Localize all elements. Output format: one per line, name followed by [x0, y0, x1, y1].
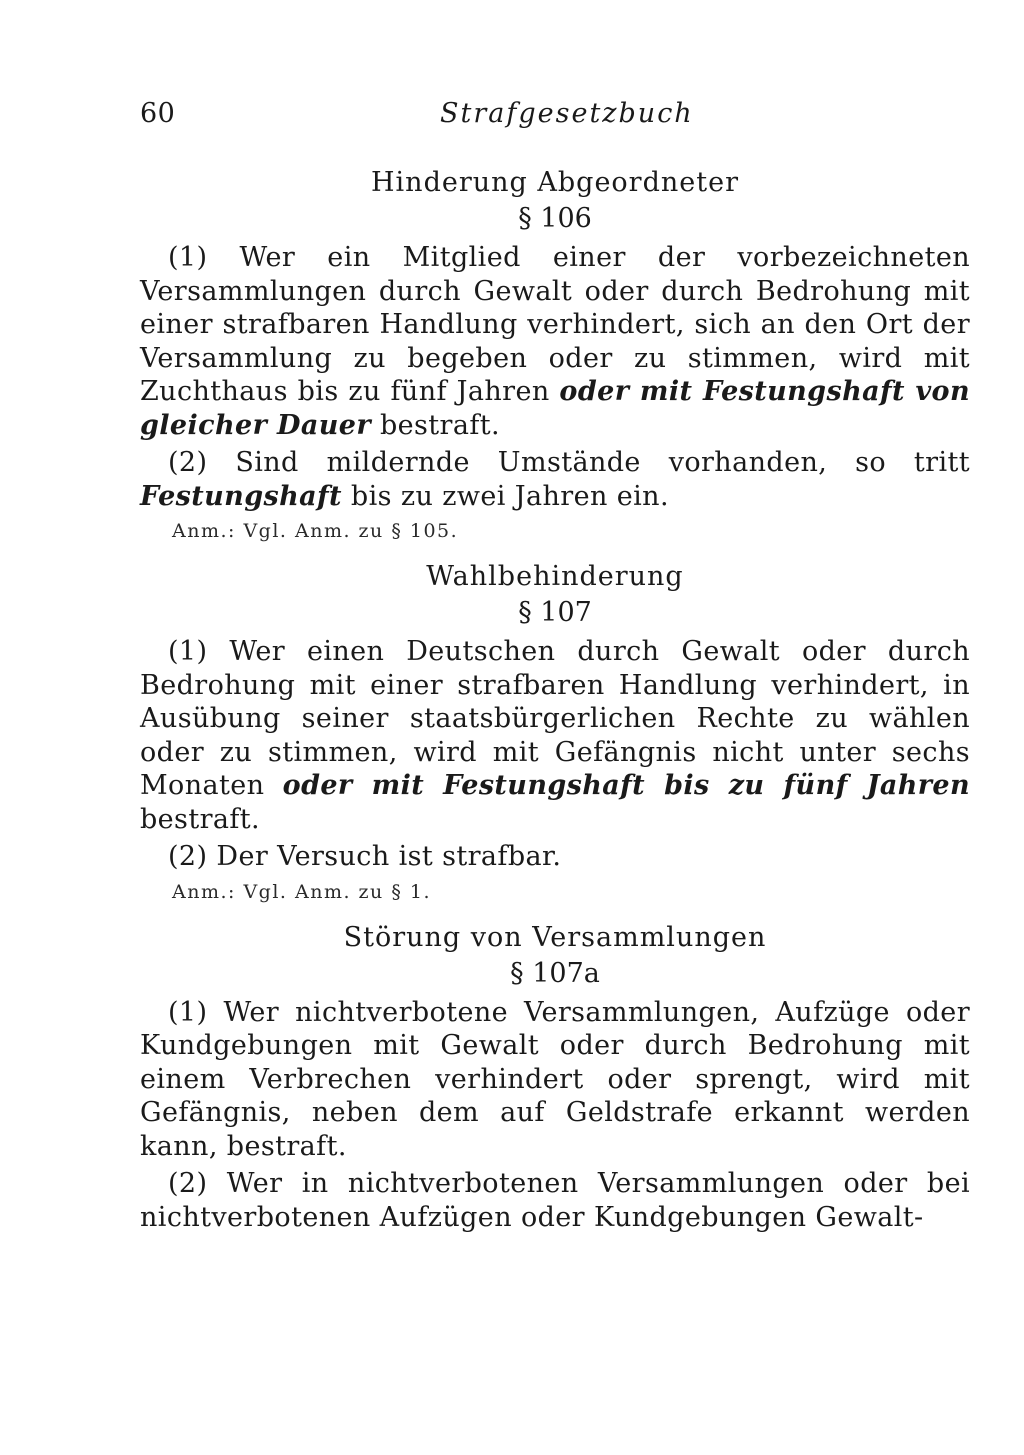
page-number: 60	[140, 98, 176, 129]
section-number: § 106	[518, 203, 592, 234]
section-heading: Störung von Versammlungen	[343, 921, 767, 953]
paragraph-text: bestraft.	[140, 803, 260, 835]
paragraph-emphasis: oder mit Festungshaft von gleicher Dauer	[140, 376, 970, 441]
running-title: Strafgesetzbuch	[440, 98, 694, 129]
page-header	[140, 98, 970, 138]
paragraph-text: (2) Sind mildernde Umstände vorhanden, so tritt	[168, 447, 970, 478]
section-number: § 107	[518, 597, 592, 628]
paragraph-text: (1) Wer ein Mitglied einer der vorbezeichneten Versammlungen durch Gewalt oder durch Bedrohung mit einer strafbaren Handlung verhindert, sich an den Ort der Versammlung zu begeben oder zu stimmen, wird mit Zuchthaus bis zu fünf Jahren	[140, 242, 970, 407]
paragraph-1	[140, 635, 970, 836]
paragraph-1	[140, 241, 970, 442]
annotation-note: Anm.: Vgl. Anm. zu § 105.	[172, 520, 459, 542]
page-content	[140, 165, 970, 1238]
paragraph-1: (1) Wer nichtverbotene Versammlungen, Aufzüge oder Kundgebungen mit Gewalt oder durch Bedrohung mit einem Verbrechen verhindert oder sprengt, wird mit Gefängnis, neben dem auf Geldstrafe erkannt werden kann, bestraft.	[140, 996, 970, 1162]
section-heading: Hinderung Abgeordneter	[371, 167, 739, 198]
section-heading: Wahlbehinderung	[426, 561, 684, 592]
section-107	[140, 559, 970, 906]
paragraph-2: (2) Der Versuch ist strafbar.	[168, 841, 562, 872]
annotation-note: Anm.: Vgl. Anm. zu § 1.	[172, 880, 432, 903]
paragraph-emphasis: Festungshaft	[140, 480, 342, 512]
paragraph-2	[140, 446, 970, 513]
paragraph-text: (1) Wer einen Deutschen durch Gewalt oder durch Bedrohung mit einer strafbaren Handlung verhindert, in Ausübung seiner staatsbürgerlichen Rechte zu wählen oder zu stimmen, wird mit Gefängnis nicht unter sechs Monaten	[140, 636, 970, 801]
paragraph-emphasis: oder mit Festungshaft bis zu fünf Jahren	[282, 770, 971, 801]
section-107a	[140, 920, 970, 1235]
paragraph-text: bestraft.	[371, 409, 500, 441]
section-number: § 107a	[510, 957, 600, 989]
paragraph-2: (2) Wer in nichtverbotenen Versammlungen oder bei nichtverbotenen Aufzügen oder Kundgebungen Gewalt-	[140, 1168, 970, 1233]
section-106	[140, 165, 970, 545]
paragraph-text: bis zu zwei Jahren ein.	[341, 480, 669, 512]
